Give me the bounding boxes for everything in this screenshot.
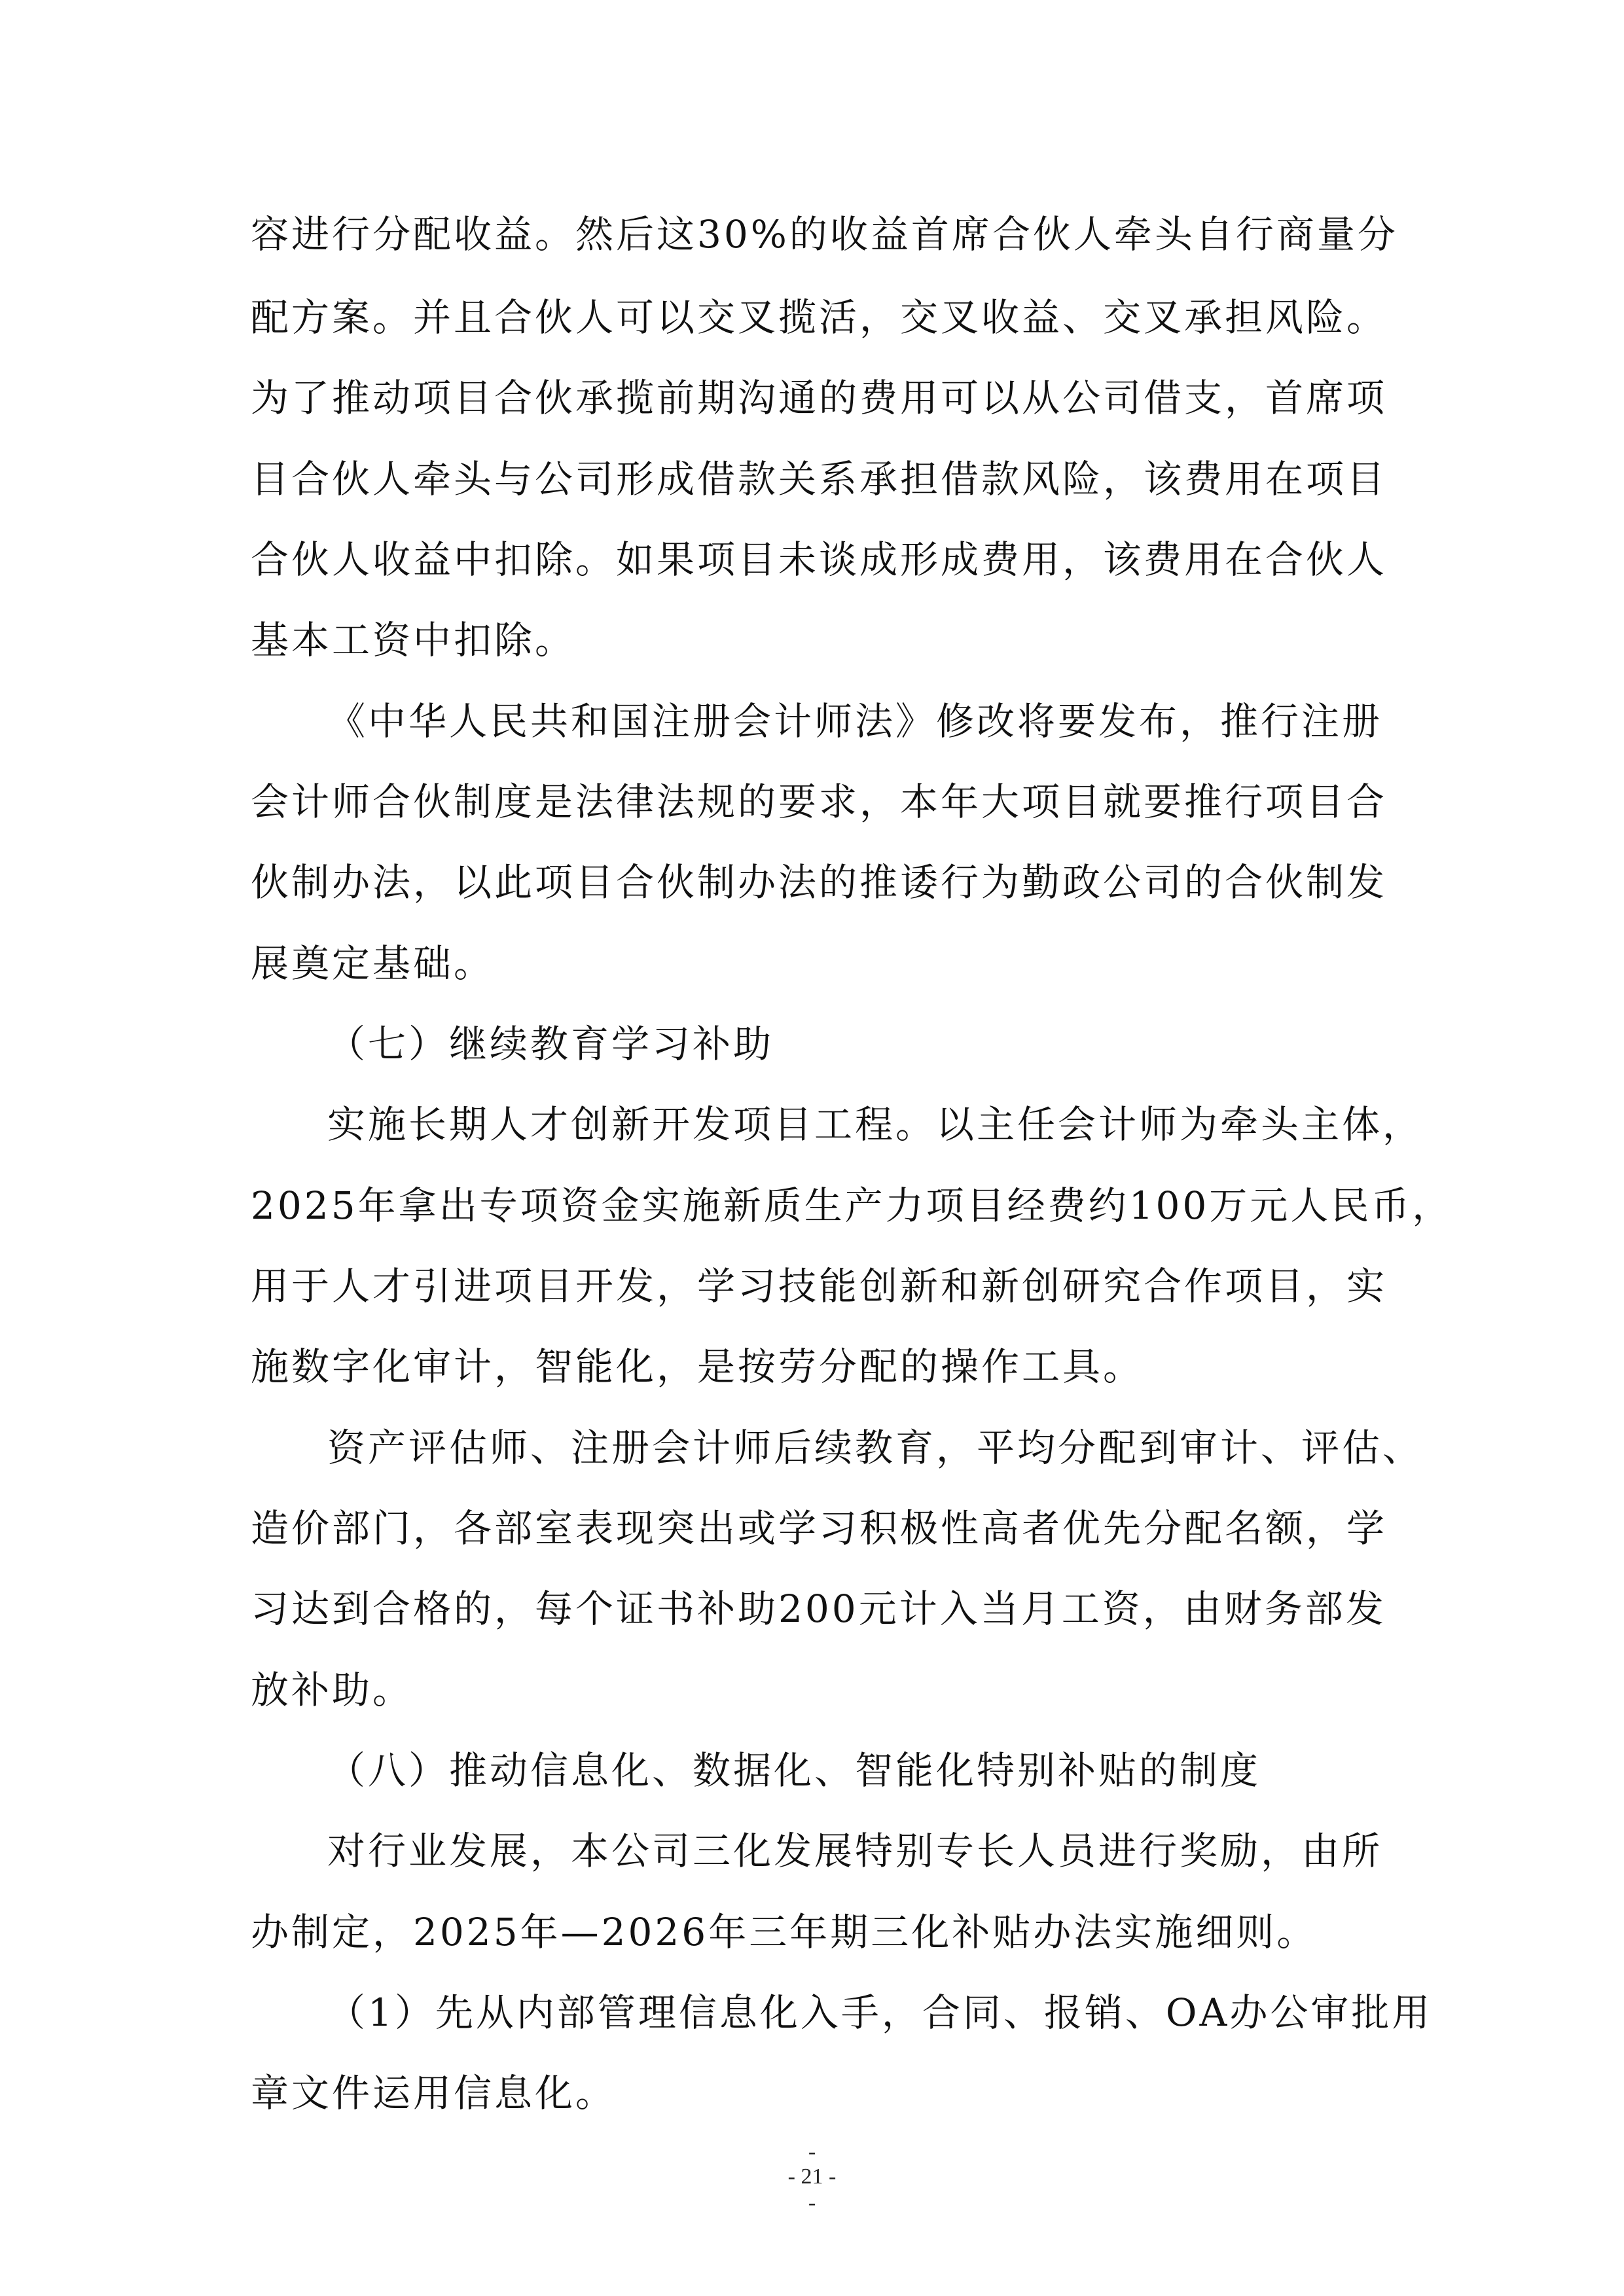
body-text-line: 合伙人收益中扣除。如果项目未谈成形成费用，该费用在合伙人 bbox=[251, 537, 1388, 582]
body-text-line: 容进行分配收益。然后这30%的收益首席合伙人牵头自行商量分 bbox=[251, 212, 1398, 257]
body-text-line: 施数字化审计，智能化，是按劳分配的操作工具。 bbox=[251, 1344, 1144, 1389]
body-text-line: 造价部门，各部室表现突出或学习积极性高者优先分配名额，学 bbox=[251, 1506, 1388, 1551]
section-heading-7: （七）继续教育学习补助 bbox=[327, 1022, 774, 1066]
footer-dash-top: - bbox=[808, 2140, 816, 2164]
body-text-line: 展奠定基础。 bbox=[251, 941, 495, 986]
body-text-line: 会计师合伙制度是法律法规的要求，本年大项目就要推行项目合 bbox=[251, 780, 1388, 824]
body-text-line: 伙制办法，以此项目合伙制办法的推诿行为勤政公司的合伙制发 bbox=[251, 860, 1388, 905]
paragraph-first-line: 资产评估师、注册会计师后续教育，平均分配到审计、评估、 bbox=[327, 1426, 1424, 1470]
body-text-line: 目合伙人牵头与公司形成借款关系承担借款风险，该费用在项目 bbox=[251, 457, 1388, 501]
list-item-first-line: （1）先从内部管理信息化入手，合同、报销、OA办公审批用 bbox=[327, 1990, 1433, 2035]
body-text-line: 配方案。并且合伙人可以交叉揽活，交叉收益、交叉承担风险。 bbox=[251, 295, 1388, 340]
body-text-line: 2025年拿出专项资金实施新质生产力项目经费约100万元人民币， bbox=[251, 1183, 1453, 1228]
body-text-line: 章文件运用信息化。 bbox=[251, 2071, 617, 2115]
body-text-line: 习达到合格的，每个证书补助200元计入当月工资，由财务部发 bbox=[251, 1587, 1386, 1631]
body-text-line: 基本工资中扣除。 bbox=[251, 618, 576, 662]
paragraph-first-line: 《中华人民共和国注册会计师法》修改将要发布，推行注册 bbox=[327, 699, 1383, 744]
body-text-line: 为了推动项目合伙承揽前期沟通的费用可以从公司借支，首席项 bbox=[251, 376, 1388, 420]
paragraph-first-line: 对行业发展，本公司三化发展特别专长人员进行奖励，由所 bbox=[327, 1829, 1383, 1873]
body-text-line: 用于人才引进项目开发，学习技能创新和新创研究合作项目，实 bbox=[251, 1264, 1388, 1308]
body-text-line: 办制定，2025年—2026年三年期三化补贴办法实施细则。 bbox=[251, 1910, 1318, 1954]
footer-dash-bottom: - bbox=[808, 2191, 816, 2215]
body-text-line: 放补助。 bbox=[251, 1668, 414, 1712]
section-heading-8: （八）推动信息化、数据化、智能化特别补贴的制度 bbox=[327, 1748, 1261, 1793]
page-number: - 21 - bbox=[787, 2164, 837, 2189]
paragraph-first-line: 实施长期人才创新开发项目工程。以主任会计师为牵头主体， bbox=[327, 1102, 1424, 1147]
